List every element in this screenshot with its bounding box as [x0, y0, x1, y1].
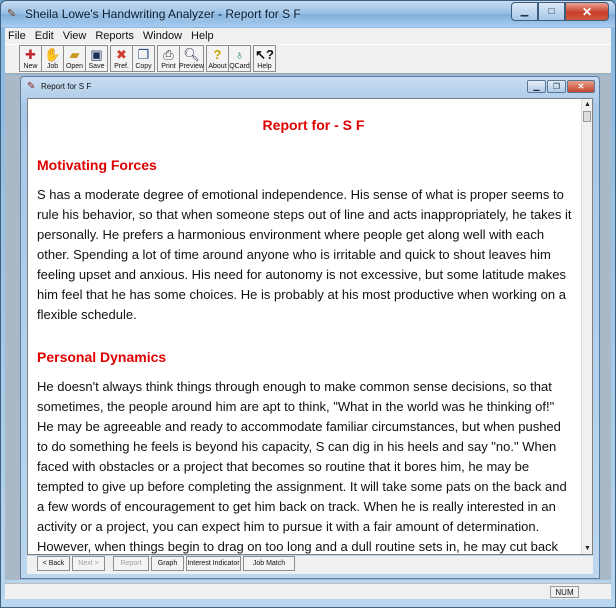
- open-button[interactable]: ▰ Open: [63, 45, 86, 72]
- report-viewer[interactable]: [27, 98, 593, 555]
- help-button[interactable]: ↖? Help: [253, 45, 276, 72]
- menu-bar: [5, 28, 611, 44]
- child-title-bar[interactable]: [21, 77, 599, 97]
- copy-button[interactable]: ❐ Copy: [132, 45, 155, 72]
- report-doc-icon: ✎: [27, 81, 36, 92]
- title-bar[interactable]: [1, 1, 615, 27]
- print-button[interactable]: ⎙ Print: [157, 45, 180, 72]
- next-button[interactable]: Next >: [72, 556, 105, 571]
- printer-icon: ⎙: [163, 47, 174, 62]
- minimize-button[interactable]: ▁: [511, 2, 538, 21]
- save-disk-icon: ▣: [90, 47, 103, 62]
- window-controls: [511, 2, 609, 21]
- maximize-button[interactable]: □: [538, 2, 565, 21]
- open-folder-icon: ▰: [69, 47, 80, 62]
- preferences-icon: ✖: [116, 47, 127, 62]
- save-button[interactable]: ▣ Save: [85, 45, 108, 72]
- window-title: Sheila Lowe's Handwriting Analyzer - Report for S F: [25, 7, 301, 21]
- status-bar: [5, 583, 611, 599]
- child-window-controls: [527, 80, 595, 93]
- app-logo-icon: ✎: [7, 8, 17, 20]
- graph-button[interactable]: Graph: [151, 556, 184, 571]
- preview-magnifier-icon: 🔍︎: [183, 47, 200, 62]
- scroll-down-arrow-icon[interactable]: ▼: [584, 545, 591, 552]
- copy-icon: ❐: [137, 47, 150, 62]
- new-icon: ✚: [25, 47, 36, 62]
- section-text: He doesn't always think things through enough to make common sense decisions, so that sometimes, the people around him are apt to think, "What in the world was he thinking of!" He may be agreeable and ready to accommodate familiar circumstances, but when pushed to do something he feels is beyond his capacity, S can dig in his heels and say "no." When faced with obstacles or a project that becomes so routine that it bores him, he may be tempted to give up before completing the assignment. It will take some pats on the back and a few words of encouragement to get him back on track. When he is really interested in an activity or a project, you can expect him to pursue it with a fair amount of determination. However, when things begin to drag on too long and a dull routine sets in, he may cut back: [37, 379, 567, 554]
- interest-indicator-button[interactable]: Interest Indicator: [186, 556, 241, 571]
- scroll-thumb[interactable]: [583, 111, 591, 122]
- help-pointer-icon: ↖?: [255, 47, 274, 62]
- job-button[interactable]: ✋ Job: [41, 45, 64, 72]
- about-button[interactable]: ? About: [206, 45, 229, 72]
- report-nav-bar: [27, 556, 593, 574]
- job-match-button[interactable]: Job Match: [243, 556, 295, 571]
- menu-help[interactable]: Help: [191, 30, 214, 42]
- child-minimize-button[interactable]: ▁: [527, 80, 546, 93]
- child-close-button[interactable]: ✕: [567, 80, 595, 93]
- menu-window[interactable]: Window: [142, 30, 183, 42]
- preview-button[interactable]: 🔍︎ Preview: [179, 47, 204, 70]
- menu-edit[interactable]: Edit: [34, 30, 54, 42]
- num-lock-indicator: NUM: [550, 586, 579, 598]
- qcard-button[interactable]: ♁ QCard: [229, 47, 250, 70]
- menu-reports[interactable]: Reports: [95, 30, 134, 42]
- report-child-window: [20, 76, 600, 579]
- child-window-title: Report for S F: [41, 82, 92, 91]
- child-restore-button[interactable]: ❐: [547, 80, 566, 93]
- scroll-up-arrow-icon[interactable]: ▲: [584, 101, 591, 108]
- section-heading: Personal Dynamics: [37, 349, 167, 365]
- section-text: S has a moderate degree of emotional independence. His sense of what is proper seems to rule his behavior, so that when someone steps out of line and acts inappropriately, he takes it personally. He prefers a harmonious environment where people get along well with each other. Spending a lot of time around anyone who is irritable and quick to shout leaves him feeling upset and anxious. His need for autonomy is not excessive, but some latitude makes him feel that he has some choices. He is probably at his most productive when working on a flexible schedule.: [37, 187, 572, 322]
- lightbulb-icon: ♁: [234, 47, 245, 62]
- report-button[interactable]: Report: [113, 556, 149, 571]
- back-button[interactable]: < Back: [37, 556, 70, 571]
- menu-view[interactable]: View: [62, 30, 87, 42]
- new-button[interactable]: ✚ New: [19, 45, 42, 72]
- toolbar: [5, 44, 611, 74]
- close-button[interactable]: ✕: [565, 2, 609, 21]
- menu-file[interactable]: File: [8, 30, 26, 42]
- preferences-button[interactable]: ✖ Pref.: [110, 45, 133, 72]
- job-icon: ✋: [44, 47, 61, 62]
- question-mark-icon: ?: [213, 47, 222, 62]
- report-document: [28, 99, 581, 554]
- vertical-scrollbar[interactable]: [581, 99, 592, 554]
- section-heading: Motivating Forces: [37, 157, 157, 173]
- report-title: Report for - S F: [262, 117, 365, 133]
